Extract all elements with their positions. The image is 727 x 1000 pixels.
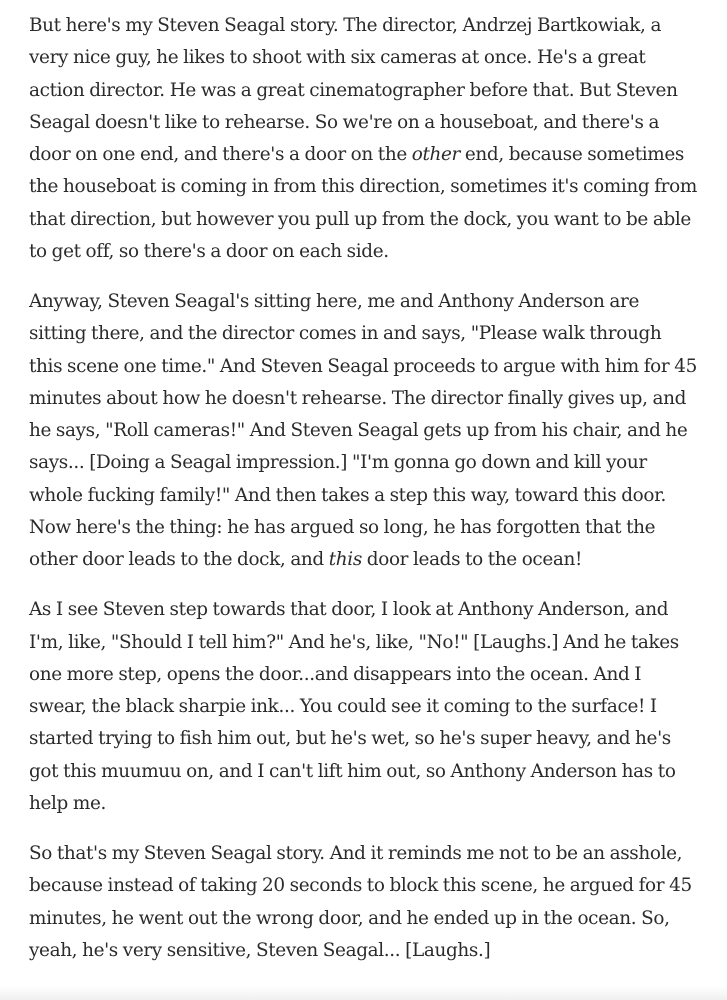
paragraph	[29, 286, 697, 577]
article-body	[29, 10, 697, 985]
paragraph-text: So that's my Steven Seagal story. And it reminds me not to be an asshole, because instead of taking 20 seconds to block this scene, he argued for 45 minutes, he went out the wrong door, and he ended up in the ocean. So, yeah, he's very sensitive, Steven Seagal... [Laughs.]	[29, 842, 692, 961]
paragraph-text: end, because sometimes the houseboat is coming in from this direction, sometimes it's coming from that direction, but however you pull up from the dock, you want to be able to get off, so there's a door on each side.	[29, 144, 697, 263]
emphasis-text: this	[328, 549, 362, 571]
paragraph-text: Anyway, Steven Seagal's sitting here, me and Anthony Anderson are sitting there, and the director comes in and says, "Please walk through this scene one time." And Steven Seagal proceeds to argue with him for 45 minutes about how he doesn't rehearse. The director finally gives up, and he says, "Roll cameras!" And Steven Seagal gets up from his chair, and he says... [Doing a Seagal impression.] "I'm gonna go down and kill your whole fucking family!" And then takes a step this way, toward this door. Now here's the thing: he has argued so long, he has forgotten that the other door leads to the dock, and	[29, 290, 697, 571]
paragraph	[29, 10, 697, 268]
paragraph	[29, 838, 697, 967]
paragraph	[29, 594, 697, 820]
bottom-shadow	[0, 986, 727, 1000]
emphasis-text: other	[411, 144, 460, 166]
paragraph-text: door leads to the ocean!	[361, 549, 583, 571]
paragraph-text: But here's my Steven Seagal story. The director, Andrzej Bartkowiak, a very nice guy, he likes to shoot with six cameras at once. He's a great action director. He was a great cinematographer before that. But Steven Seagal doesn't like to rehearse. So we're on a houseboat, and there's a door on one end, and there's a door on the	[29, 15, 678, 166]
paragraph-text: As I see Steven step towards that door, I look at Anthony Anderson, and I'm, like, "Should I tell him?" And he's, like, "No!" [Laughs.] And he takes one more step, opens the door...and disappears into the ocean. And I swear, the black sharpie ink... You could see it coming to the surface! I started trying to fish him out, but he's wet, so he's super heavy, and he's got this muumuu on, and I can't lift him out, so Anthony Anderson has to help me.	[29, 599, 679, 815]
